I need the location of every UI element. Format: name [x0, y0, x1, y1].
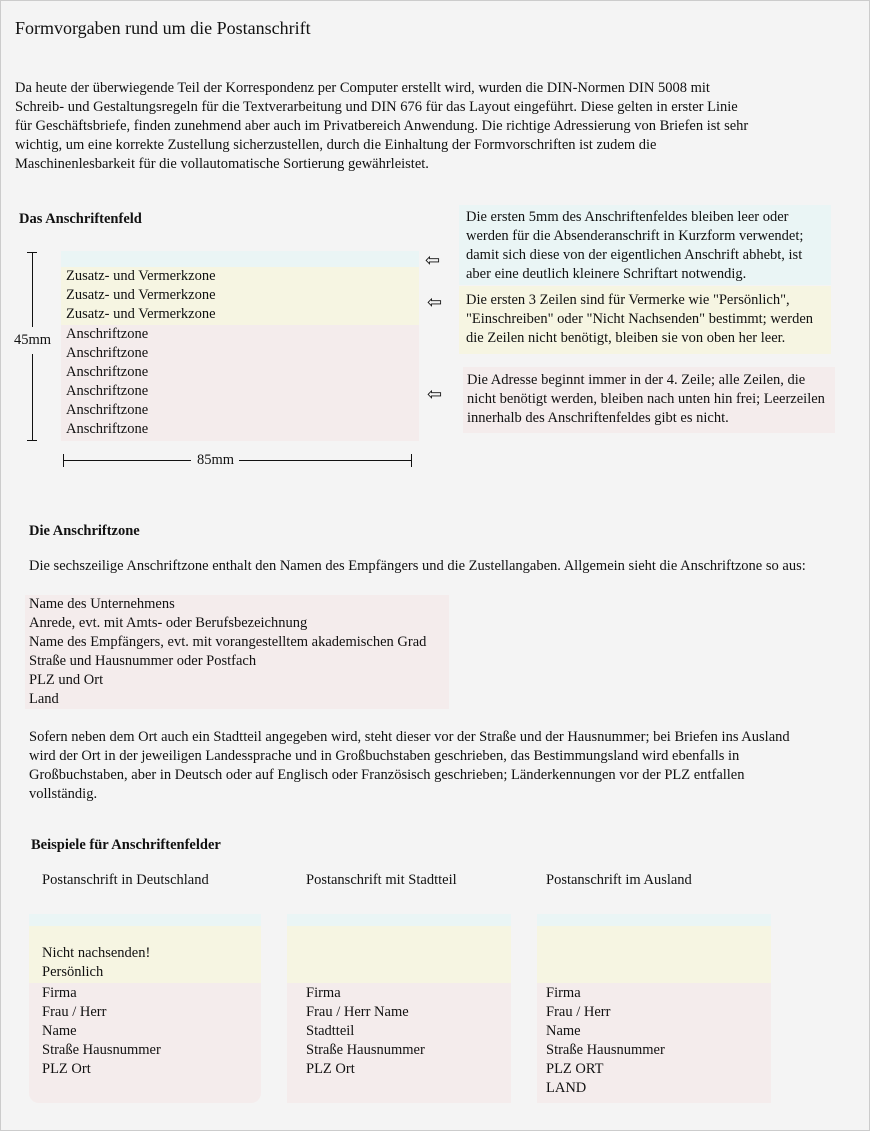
anschrift-zone [29, 983, 261, 1103]
zone-line: Firma [306, 985, 341, 1001]
text-line: "Einschreiben" oder "Nicht Nachsenden" bestimmt; werden [466, 311, 814, 327]
arrow-left-icon: ⇦ [427, 292, 443, 312]
text-line: damit sich diese von der eigentlichen Anschrift abhebt, ist [466, 247, 803, 263]
page-title: Formvorgaben rund um die Postanschrift [15, 18, 311, 38]
zone-line: Straße Hausnummer [306, 1042, 425, 1058]
zone-line: Nicht nachsenden! [42, 945, 151, 961]
zone-line: Anschriftzone [66, 364, 149, 380]
anschrift-zone [287, 983, 511, 1103]
text-line: Maschinenlesbarkeit für die vollautomatische Sortierung gewährleistet. [15, 156, 429, 172]
zone-line: PLZ Ort [42, 1061, 91, 1077]
zone-line: Zusatz- und Vermerkzone [66, 306, 216, 322]
example-title: Postanschrift im Ausland [546, 872, 692, 888]
zone-line: Frau / Herr Name [306, 1004, 409, 1020]
zusatz-zone [537, 926, 771, 983]
text-line: Die ersten 5mm des Anschriftenfeldes bleiben leer oder [466, 209, 789, 225]
height-label: 45mm [14, 332, 52, 348]
sender-zone [287, 914, 511, 926]
text-line: Die ersten 3 Zeilen sind für Vermerke wie "Persönlich", [466, 292, 790, 308]
dimension-line [32, 354, 33, 440]
text-line: Da heute der überwiegende Teil der Korrespondenz per Computer erstellt wird, wurden die DIN-Normen DIN 5008 mit [15, 80, 710, 96]
intro-paragraph [15, 79, 748, 174]
zone-line: Name [42, 1023, 77, 1039]
text-line: Die Adresse beginnt immer in der 4. Zeile; alle Zeilen, die [467, 372, 806, 388]
zone-line: Firma [546, 985, 581, 1001]
zone-line: Name des Empfängers, evt. mit vorangestelltem akademischen Grad [29, 634, 427, 650]
zone-line: Stadtteil [306, 1023, 355, 1039]
section-heading: Das Anschriftenfeld [19, 211, 142, 227]
text-line: innerhalb des Anschriftenfeldes gibt es nicht. [467, 410, 729, 426]
section-heading: Die Anschriftzone [29, 523, 140, 539]
text-line: aber eine deutlich kleinere Schriftart notwendig. [466, 266, 747, 282]
arrow-left-icon: ⇦ [425, 250, 441, 270]
zone-example [25, 595, 449, 709]
sender-zone [61, 251, 419, 267]
zone-paragraph [29, 728, 790, 804]
example-title: Postanschrift mit Stadtteil [306, 872, 457, 888]
sender-zone [29, 914, 261, 926]
zone-line: PLZ und Ort [29, 672, 104, 688]
zone-line: Anschriftzone [66, 345, 149, 361]
zone-line: Anrede, evt. mit Amts- oder Berufsbezeichnung [29, 615, 308, 631]
dimension-tick [27, 440, 37, 441]
arrow-left-icon: ⇦ [427, 384, 443, 404]
text-line: werden für die Absenderanschrift in Kurzform verwendet; [466, 228, 804, 244]
text-line: Schreib- und Gestaltungsregeln für die Textverarbeitung und DIN 676 für das Layout eingeführt. Diese gelten in erster Linie [15, 99, 738, 115]
text-line: für Geschäftsbriefe, finden zunehmend aber auch im Privatbereich Anwendung. Die richtige Adressierung von Briefen ist sehr [15, 118, 749, 134]
note-anschrift-zone [463, 367, 835, 433]
zone-line: Straße Hausnummer [42, 1042, 161, 1058]
note-sender-zone [459, 205, 831, 285]
text-line: nicht benötigt werden, bleiben nach unten hin frei; Leerzeilen [467, 391, 825, 407]
zone-line: PLZ Ort [306, 1061, 355, 1077]
zone-line: Anschriftzone [66, 421, 149, 437]
dimension-line [32, 252, 33, 327]
zone-line: Name [546, 1023, 581, 1039]
zone-line: Zusatz- und Vermerkzone [66, 287, 216, 303]
zone-line: Anschriftzone [66, 326, 149, 342]
text-line: die Zeilen nicht benötigt, bleiben sie von oben her leer. [466, 330, 786, 346]
zone-line: Zusatz- und Vermerkzone [66, 268, 216, 284]
zone-line: Anschriftzone [66, 383, 149, 399]
example-title: Postanschrift in Deutschland [42, 872, 209, 888]
zone-line: Anschriftzone [66, 402, 149, 418]
anschrift-zone [537, 983, 771, 1103]
zone-line: Straße Hausnummer [546, 1042, 665, 1058]
anschrift-zone [61, 325, 419, 441]
dimension-line [63, 460, 191, 461]
text-line: Großbuchstaben, aber in Deutsch oder auf Englisch oder Französisch geschrieben; Länderkennungen vor der PLZ entfallen [29, 767, 745, 783]
zone-description: Die sechszeilige Anschriftzone enthalt den Namen des Empfängers und die Zustellangaben. Allgemein sieht die Anschriftzone so aus: [29, 558, 806, 574]
section-heading: Beispiele für Anschriftenfelder [31, 837, 221, 853]
zone-line: LAND [546, 1080, 587, 1096]
dimension-line [239, 460, 411, 461]
zusatz-zone [287, 926, 511, 983]
zusatz-zone [61, 267, 419, 325]
text-line: wichtig, um eine korrekte Zustellung sicherzustellen, durch die Einhaltung der Formvorschriften ist zudem die [15, 137, 657, 153]
text-line: wird der Ort in der jeweiligen Landessprache und in Großbuchstaben geschrieben, das Bestimmungsland wird ebenfalls in [29, 748, 740, 764]
sender-zone [537, 914, 771, 926]
zone-line: Frau / Herr [546, 1004, 611, 1020]
text-line: vollständig. [29, 786, 98, 802]
text-line: Sofern neben dem Ort auch ein Stadtteil angegeben wird, steht dieser vor der Straße und der Hausnummer; bei Briefen ins Ausland [29, 729, 790, 745]
zone-line: Persönlich [42, 964, 104, 980]
zone-line: Land [29, 691, 59, 707]
zone-line: Name des Unternehmens [29, 596, 175, 612]
zone-line: Frau / Herr [42, 1004, 107, 1020]
note-zusatz-zone [459, 286, 831, 354]
dimension-tick [411, 454, 412, 467]
zusatz-zone [29, 926, 261, 983]
width-label: 85mm [197, 452, 235, 468]
zone-line: PLZ ORT [546, 1061, 604, 1077]
zone-line: Straße und Hausnummer oder Postfach [29, 653, 257, 669]
zone-line: Firma [42, 985, 77, 1001]
